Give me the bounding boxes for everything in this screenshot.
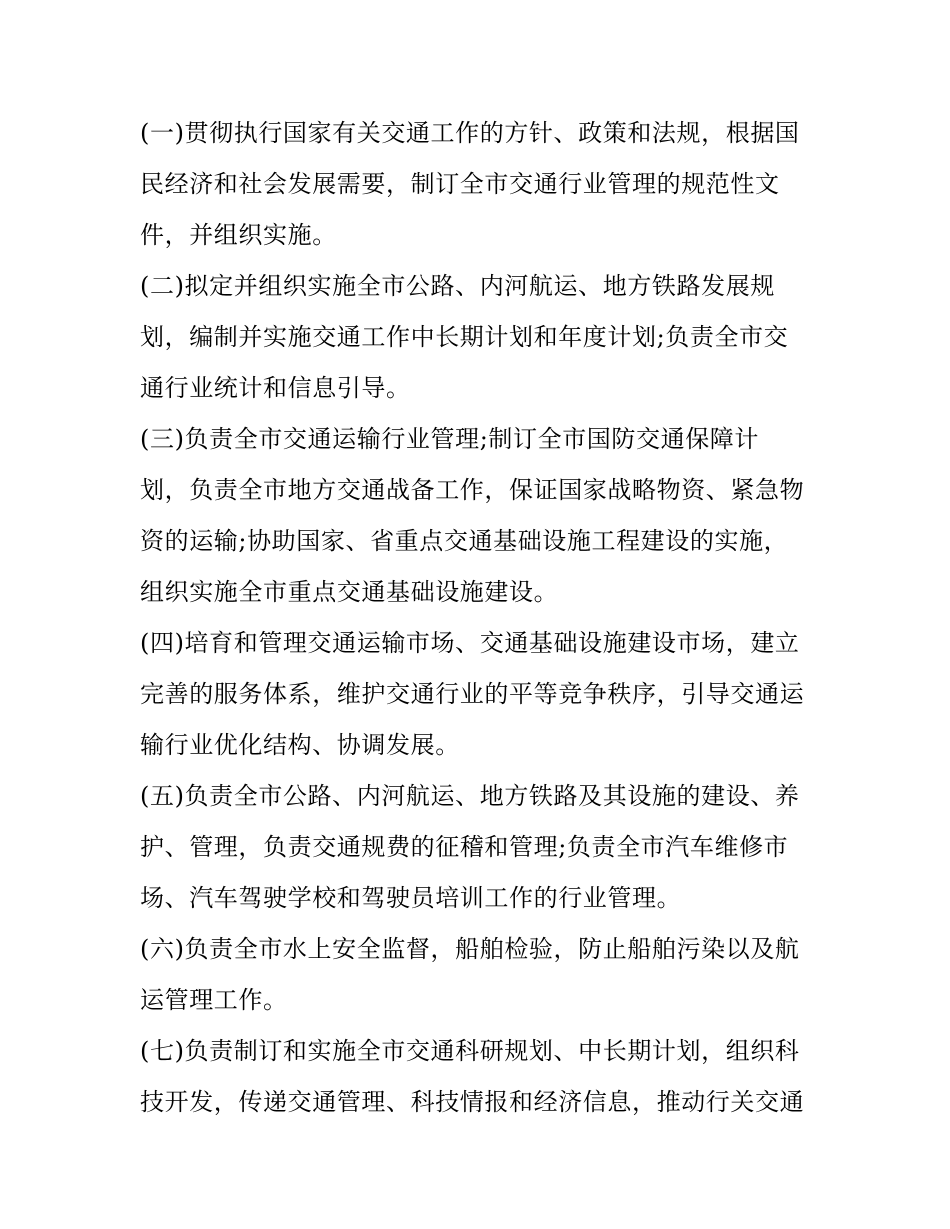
text-line: 输行业优化结构、协调发展。 <box>140 731 460 759</box>
text-line: 划，编制并实施交通工作中长期计划和年度计划;负责全市交 <box>140 323 789 351</box>
text-line: 资的运输;协助国家、省重点交通基础设施工程建设的实施， <box>140 527 789 555</box>
text-line: (五)负责全市公路、内河航运、地方铁路及其设施的建设、养 <box>140 782 800 810</box>
text-line: 民经济和社会发展需要，制订全市交通行业管理的规范性文 <box>140 170 780 198</box>
text-line: 场、汽车驾驶学校和驾驶员培训工作的行业管理。 <box>140 884 682 912</box>
text-line: 件，并组织实施。 <box>140 221 337 249</box>
text-line: (三)负责全市交通运输行业管理;制订全市国防交通保障计 <box>140 425 760 453</box>
text-line: 完善的服务体系，维护交通行业的平等竞争秩序，引导交通运 <box>140 680 805 708</box>
document-body <box>140 108 815 1128</box>
text-line: 护、管理，负责交通规费的征稽和管理;负责全市汽车维修市 <box>140 833 789 861</box>
text-line: 技开发，传递交通管理、科技情报和经济信息，推动行关交通 <box>140 1088 805 1116</box>
text-line: 组织实施全市重点交通基础设施建设。 <box>140 578 559 606</box>
text-line: 通行业统计和信息引导。 <box>140 374 411 402</box>
text-line: (七)负责制订和实施全市交通科研规划、中长期计划，组织科 <box>140 1037 800 1065</box>
text-line: 运管理工作。 <box>140 986 288 1014</box>
text-line: (一)贯彻执行国家有关交通工作的方针、政策和法规，根据国 <box>140 119 800 147</box>
text-line: (四)培育和管理交通运输市场、交通基础设施建设市场，建立 <box>140 629 800 657</box>
text-line: 划，负责全市地方交通战备工作，保证国家战略物资、紧急物 <box>140 476 805 504</box>
text-line: (二)拟定并组织实施全市公路、内河航运、地方铁路发展规 <box>140 272 775 300</box>
text-line: (六)负责全市水上安全监督，船舶检验，防止船舶污染以及航 <box>140 935 800 963</box>
